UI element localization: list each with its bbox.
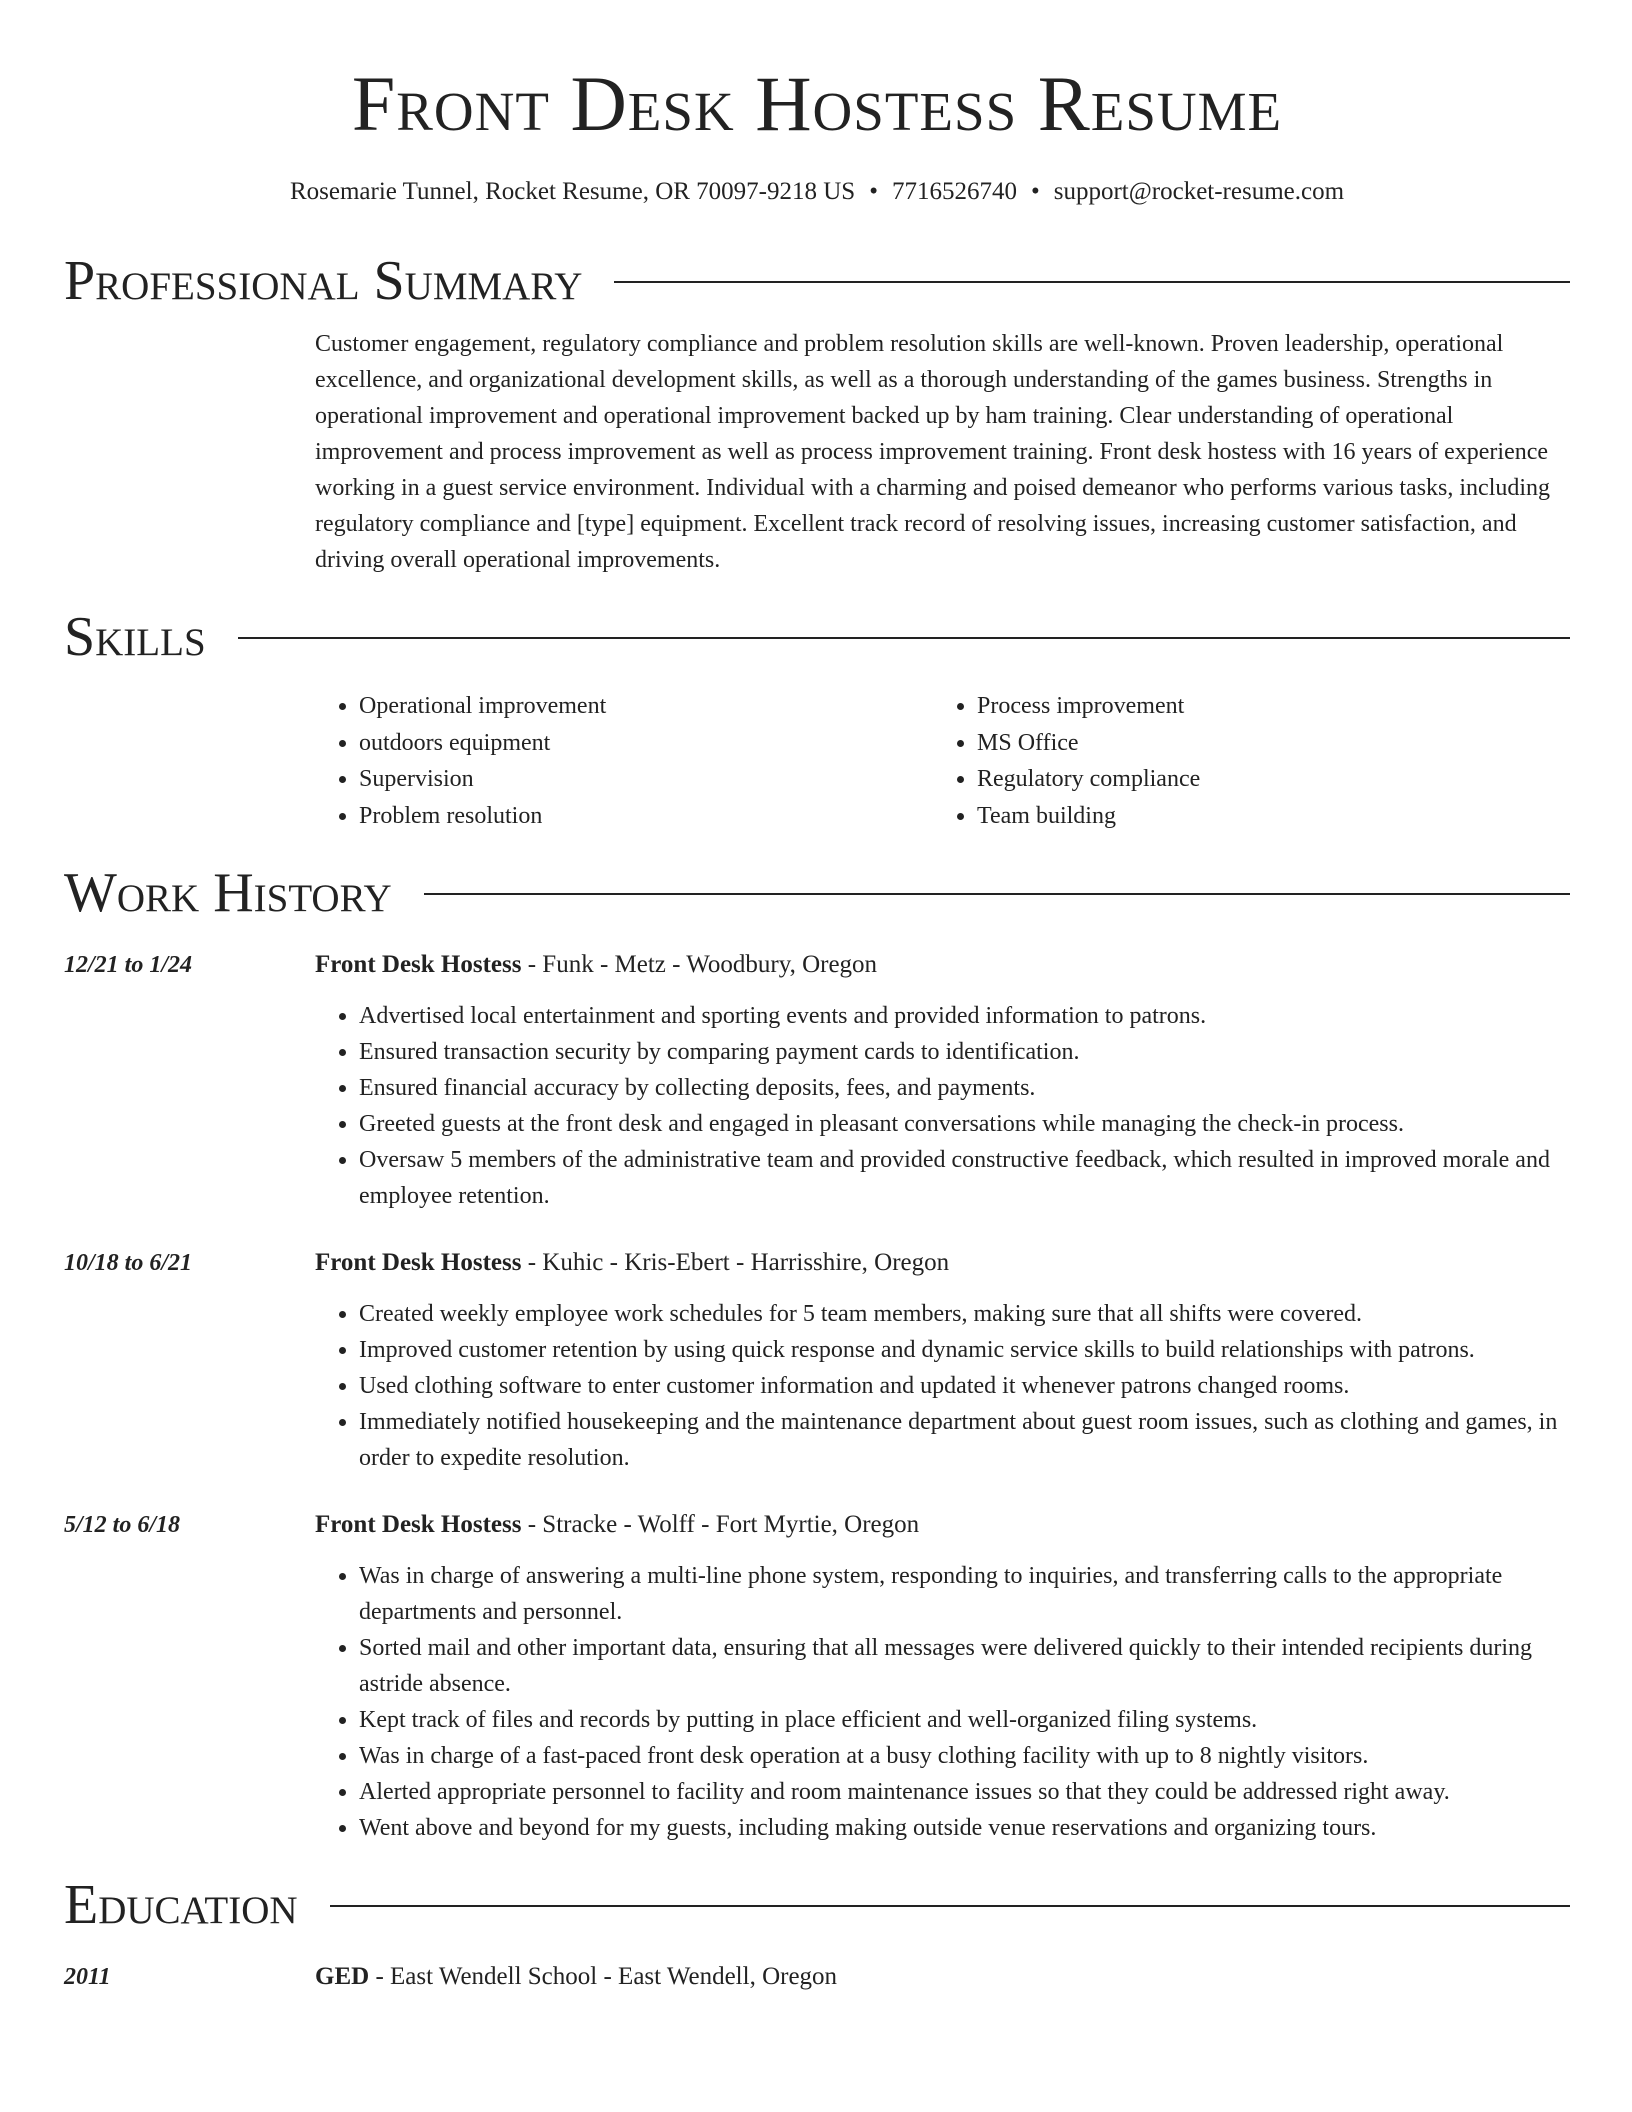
section-divider xyxy=(330,1905,1570,1907)
job-entry xyxy=(64,948,1570,1214)
job-entry xyxy=(64,1246,1570,1476)
summary-text: Customer engagement, regulatory compliance and problem resolution skills are well-known. Proven leadership, operational excellence, and organizational development skills, as well as a thorough understanding of the games business. Strengths in operational improvement and operational improvement backed up by ham training. Clear understanding of operational improvement and process improvement as well as process improvement training. Front desk hostess with 16 years of experience working in a guest service environment. Individual with a charming and poised demeanor who performs various tasks, including regulatory compliance and [type] equipment. Excellent track record of resolving issues, increasing customer satisfaction, and driving overall operational improvements. xyxy=(315,331,1551,573)
section-divider xyxy=(424,893,1570,895)
summary-heading: Professional Summary xyxy=(64,250,583,312)
education-entry xyxy=(64,1960,1570,1994)
skill-item: • outdoors equipment xyxy=(359,725,933,762)
job-entry xyxy=(64,1508,1570,1846)
job-dates: 5/12 to 6/18 xyxy=(64,1512,181,1538)
contact-email: support@rocket-resume.com xyxy=(1053,178,1345,205)
job-bullet: • Ensured transaction security by comparing payment cards to identification. xyxy=(359,1034,1570,1070)
job-bullet: • Went above and beyond for my guests, including making outside venue reservations and organizing tours. xyxy=(359,1810,1570,1846)
resume-page xyxy=(64,0,1570,1994)
skill-item: • MS Office xyxy=(977,725,1551,762)
education-heading: Education xyxy=(64,1874,298,1936)
job-bullet: • Kept track of files and records by putting in place efficient and well-organized filing systems. xyxy=(359,1702,1570,1738)
job-title: Front Desk Hostess xyxy=(315,951,522,978)
job-bullet: • Alerted appropriate personnel to facility and room maintenance issues so that they could be addressed right away. xyxy=(359,1774,1570,1810)
contact-separator: • xyxy=(1030,178,1040,205)
work-section-header xyxy=(64,860,1570,926)
job-bullet: • Greeted guests at the front desk and engaged in pleasant conversations while managing the check-in process. xyxy=(359,1106,1570,1142)
job-employer: - Stracke - Wolff - Fort Myrtie, Oregon xyxy=(521,1511,920,1538)
skills-list xyxy=(315,688,1570,834)
job-employer: - Funk - Metz - Woodbury, Oregon xyxy=(521,951,878,978)
job-bullet: • Advertised local entertainment and sporting events and provided information to patrons. xyxy=(359,998,1570,1034)
resume-title: Front Desk Hostess Resume xyxy=(351,60,1283,147)
skills-section-header xyxy=(64,604,1570,670)
education-section-header xyxy=(64,1872,1570,1938)
job-dates: 10/18 to 6/21 xyxy=(64,1250,193,1276)
education-school: - East Wendell School - East Wendell, Oregon xyxy=(369,1963,838,1990)
job-title: Front Desk Hostess xyxy=(315,1249,522,1276)
job-bullet: • Improved customer retention by using quick response and dynamic service skills to build relationships with patrons. xyxy=(359,1332,1570,1368)
education-year: 2011 xyxy=(64,1964,111,1990)
skill-item: • Regulatory compliance xyxy=(977,761,1551,798)
skill-item: • Process improvement xyxy=(977,688,1551,725)
job-bullet: • Sorted mail and other important data, ensuring that all messages were delivered quickly to their intended recipients during astride absence. xyxy=(359,1630,1570,1702)
education-heading-line xyxy=(315,1960,837,1994)
job-bullet: • Immediately notified housekeeping and the maintenance department about guest room issues, such as clothing and games, in order to expedite resolution. xyxy=(359,1404,1570,1476)
skills-heading: Skills xyxy=(64,606,206,668)
skill-item: • Supervision xyxy=(359,761,933,798)
job-bullets xyxy=(315,998,1570,1214)
section-divider xyxy=(238,637,1570,639)
job-title: Front Desk Hostess xyxy=(315,1511,522,1538)
job-bullet: • Was in charge of answering a multi-line phone system, responding to inquiries, and transferring calls to the appropriate departments and personnel. xyxy=(359,1558,1570,1630)
job-bullet: • Created weekly employee work schedules for 5 team members, making sure that all shifts were covered. xyxy=(359,1296,1570,1332)
job-bullet: • Used clothing software to enter customer information and updated it whenever patrons changed rooms. xyxy=(359,1368,1570,1404)
work-heading: Work History xyxy=(64,862,392,924)
skill-item: • Team building xyxy=(977,798,1551,835)
education-degree: GED xyxy=(315,1963,370,1990)
contact-phone: 7716526740 xyxy=(891,178,1017,205)
skill-item: • Problem resolution xyxy=(359,798,933,835)
skill-item: • Operational improvement xyxy=(359,688,933,725)
job-heading xyxy=(315,1246,1570,1280)
job-bullet: • Ensured financial accuracy by collecting deposits, fees, and payments. xyxy=(359,1070,1570,1106)
job-heading xyxy=(315,1508,1570,1542)
skills-column-left xyxy=(315,688,933,834)
summary-section-header xyxy=(64,248,1570,314)
job-dates: 12/21 to 1/24 xyxy=(64,952,193,978)
skills-column-right xyxy=(933,688,1551,834)
job-heading xyxy=(315,948,1570,982)
job-bullets xyxy=(315,1558,1570,1846)
section-divider xyxy=(614,281,1570,283)
contact-address: Rosemarie Tunnel, Rocket Resume, OR 70097-9218 US xyxy=(289,178,856,205)
job-bullet: • Was in charge of a fast-paced front desk operation at a busy clothing facility with up to 8 nightly visitors. xyxy=(359,1738,1570,1774)
contact-line xyxy=(64,176,1570,208)
contact-separator: • xyxy=(869,178,878,205)
job-bullets xyxy=(315,1296,1570,1476)
job-employer: - Kuhic - Kris-Ebert - Harrisshire, Oregon xyxy=(521,1249,950,1276)
job-bullet: • Oversaw 5 members of the administrative team and provided constructive feedback, which resulted in improved morale and employee retention. xyxy=(359,1142,1570,1214)
